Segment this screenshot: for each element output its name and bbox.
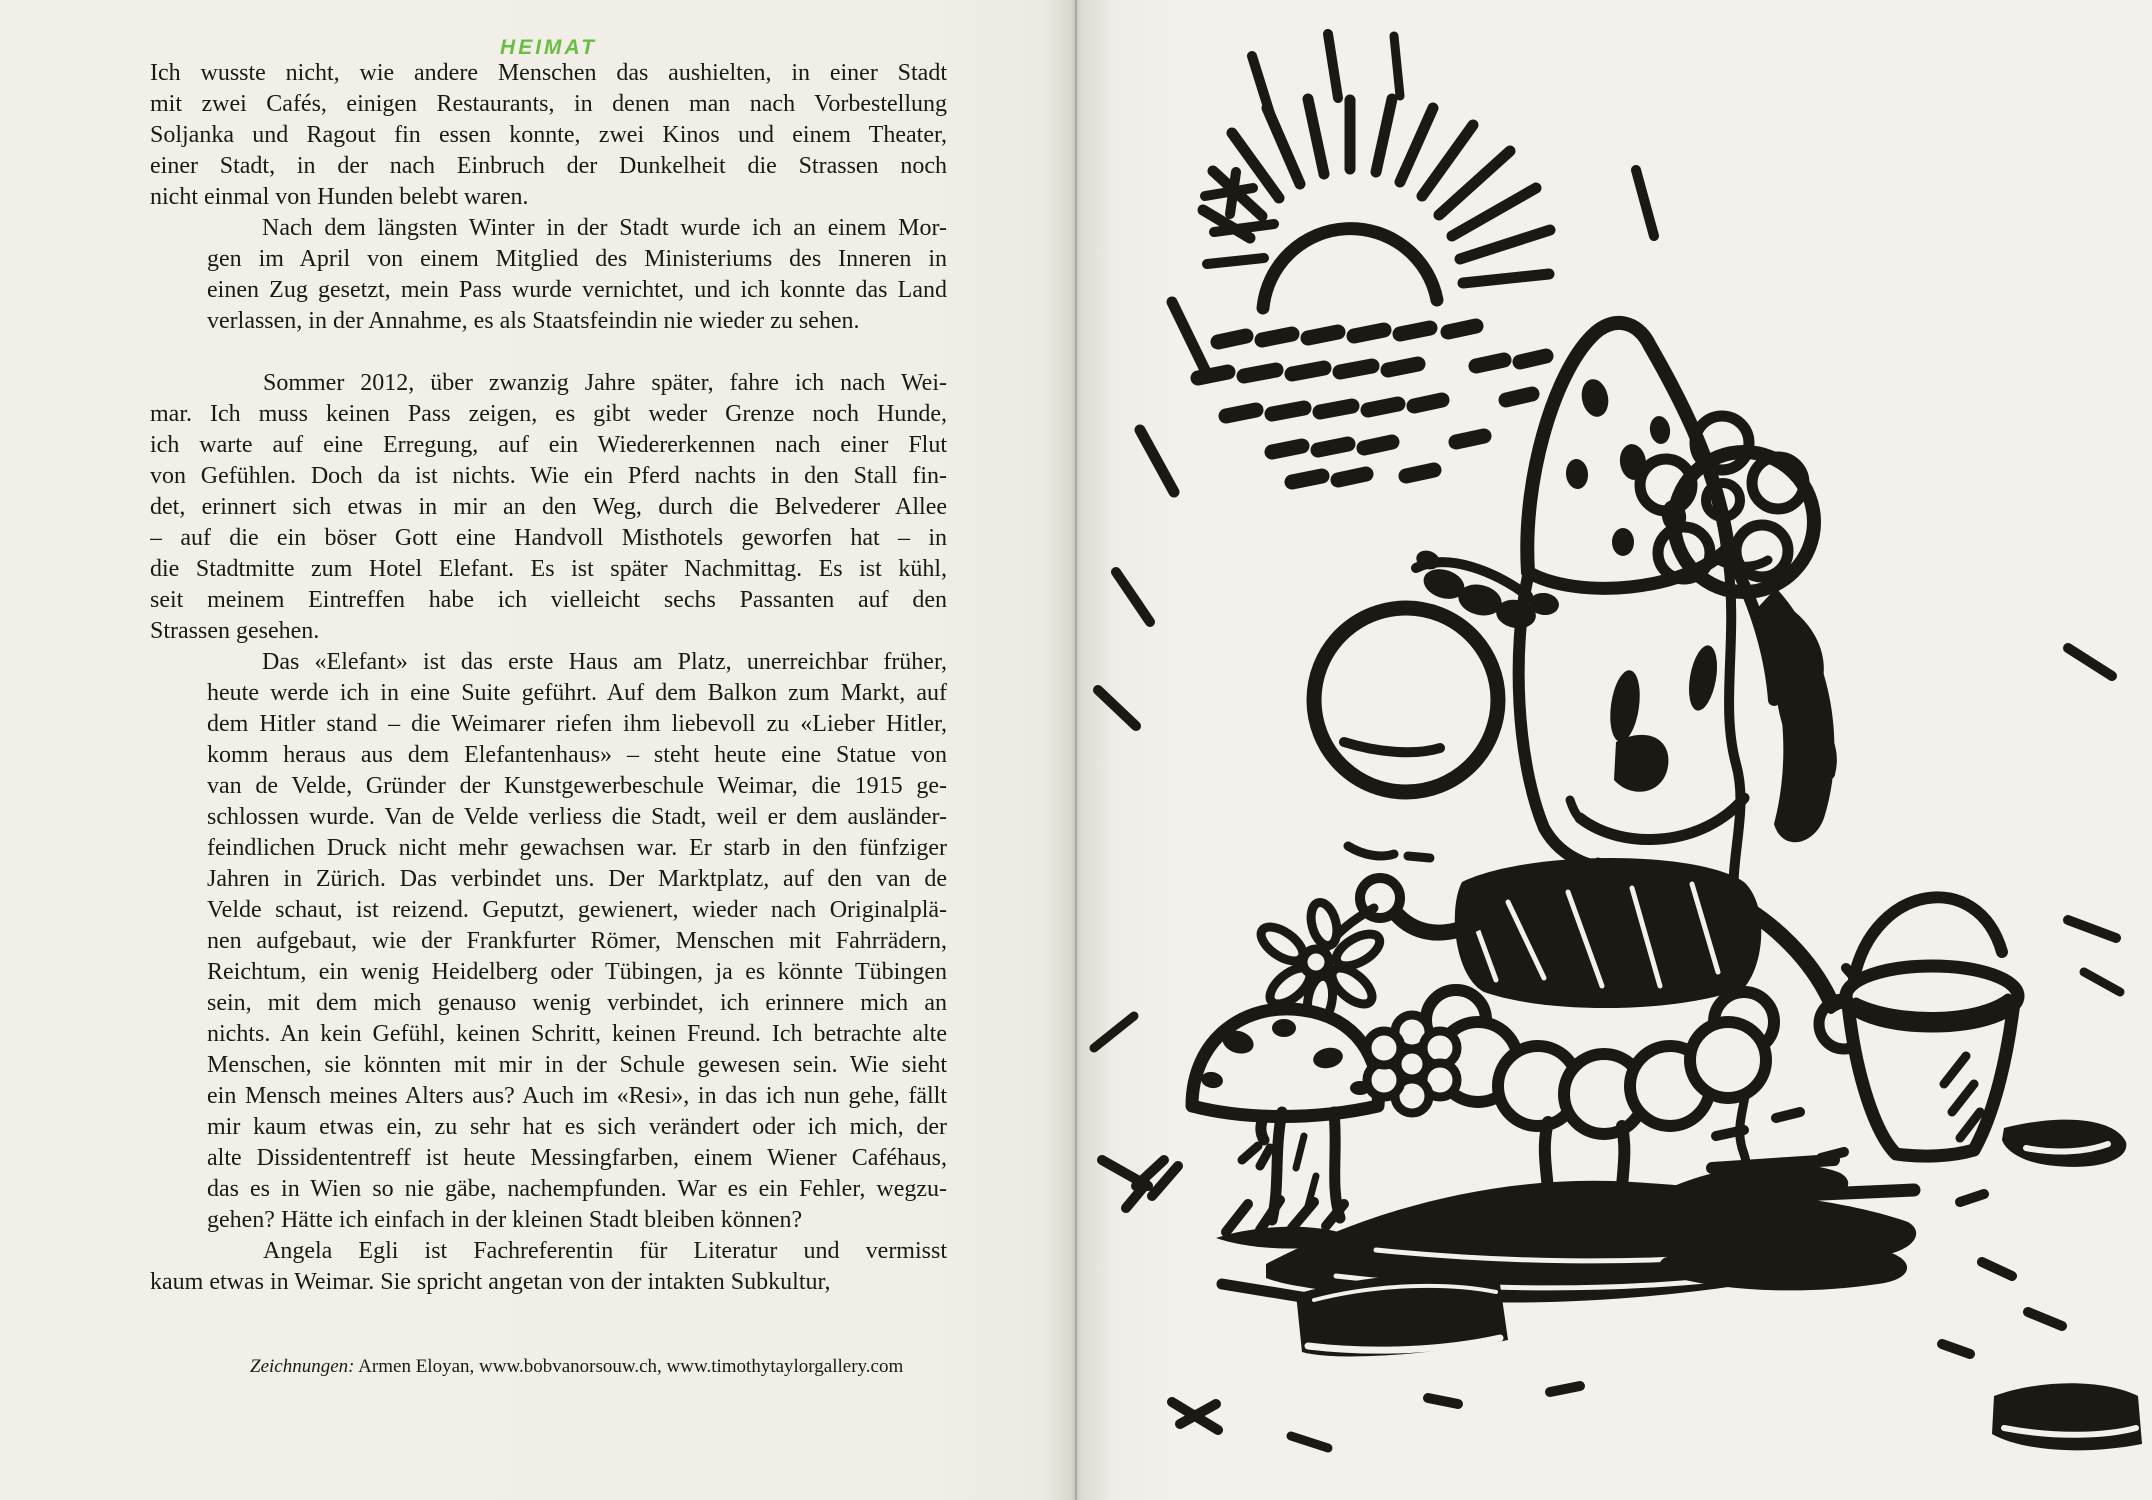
bucket-icon [1846, 897, 2126, 1167]
page-rubric: HEIMAT [500, 36, 597, 59]
text-line: verlassen, in der Annahme, es als Staatsfeindin nie wieder zu sehen. [207, 308, 860, 334]
text-line: einen Zug gesetzt, mein Pass wurde vernichtet, und ich konnte das Land [207, 277, 947, 303]
mushroom-icon [1192, 1009, 1378, 1220]
paragraph [207, 647, 947, 1236]
text-line: die Stadtmitte zum Hotel Elefant. Es ist später Nachmittag. Es ist kühl, [150, 556, 947, 582]
text-line: mar. Ich muss keinen Pass zeigen, es gibt weder Grenze noch Hunde, [150, 401, 947, 427]
text-line: feindlichen Druck nicht mehr gewachsen war. Er starb in den fünfziger [207, 835, 947, 861]
text-line: von Gefühlen. Doch da ist nichts. Wie ein Pferd nachts in den Stall fin- [150, 463, 947, 489]
paragraph [150, 1236, 947, 1298]
text-line: Menschen, sie könnten mit mir in der Schule gewesen sein. Wie sieht [207, 1052, 947, 1078]
text-line: das es in Wien so nie gäbe, nachempfunden. War es ein Fehler, wegzu- [207, 1176, 947, 1202]
text-line: Sommer 2012, über zwanzig Jahre später, fahre ich nach Wei- [263, 370, 947, 396]
grass-icon [1126, 1160, 1356, 1249]
paragraph [150, 58, 947, 213]
text-line: nichts. An kein Gefühl, keinen Schritt, keinen Freund. Ich betrachte alte [207, 1021, 947, 1047]
text-line: mit zwei Cafés, einigen Restaurants, in denen man nach Vorbestellung [150, 91, 947, 117]
text-line: det, erinnert sich etwas in mir an den Weg, durch die Belvederer Allee [150, 494, 947, 520]
text-line: gehen? Hätte ich einfach in der kleinen Stadt bleiben können? [207, 1207, 803, 1233]
text-line: Soljanka und Ragout fin essen konnte, zwei Kinos und einem Theater, [150, 122, 947, 148]
page-fold-line [1075, 0, 1077, 1500]
paragraph [150, 368, 947, 647]
illustration-svg [1076, 0, 2152, 1500]
text-line: sein, mit dem mich genauso wenig verbindet, ich erinnere mich an [207, 990, 947, 1016]
mouse-skirt [1426, 990, 1774, 1134]
cloud-scribble [1198, 326, 1546, 482]
text-line: kaum etwas in Weimar. Sie spricht angetan von der intakten Subkultur, [150, 1269, 831, 1295]
text-line: ein Mensch meines Alters aus? Auch im «Resi», in das ich nun gehe, fällt [207, 1083, 947, 1109]
paragraph [207, 213, 947, 337]
text-line: van de Velde, Gründer der Kunstgewerbeschule Weimar, die 1915 ge- [207, 773, 947, 799]
text-line: nicht einmal von Hunden belebt waren. [150, 184, 529, 210]
credit-label: Zeichnungen: [250, 1356, 355, 1377]
text-line: ich warte auf eine Erregung, auf ein Wiedererkennen nach einer Flut [150, 432, 947, 458]
text-line: – auf die ein böser Gott eine Handvoll Misthotels geworfen hat – in [150, 525, 947, 551]
credit-text: Armen Eloyan, www.bobvanorsouw.ch, www.timothytaylorgallery.com [354, 1356, 904, 1377]
text-line: Reichtum, ein wenig Heidelberg oder Tübingen, ja es könnte Tübingen [207, 959, 947, 985]
text-line: mir kaum etwas ein, zu sehr hat es sich verändert oder ich mich, der [207, 1114, 947, 1140]
text-line: komm heraus aus dem Elefantenhaus» – steht heute eine Statue von [207, 742, 947, 768]
sun-icon [1203, 99, 1550, 308]
book-icon [1296, 1274, 1508, 1356]
mouse-ears [1314, 452, 1834, 858]
text-line: seit meinem Eintreffen habe ich vielleicht sechs Passanten auf den [150, 587, 947, 613]
credit-line [150, 1356, 947, 1378]
text-line: dem Hitler stand – die Weimarer riefen ihm liebevoll zu «Lieber Hitler, [207, 711, 947, 737]
text-line: Nach dem längsten Winter in der Stadt wurde ich an einem Mor- [262, 215, 947, 241]
text-line: Das «Elefant» ist das erste Haus am Platz, unerreichbar früher, [262, 649, 947, 675]
text-line: alte Dissidententreff ist heute Messingfarben, einem Wiener Caféhaus, [207, 1145, 947, 1171]
text-line: Velde schaut, ist reizend. Geputzt, gewienert, wieder nach Originalplä- [207, 897, 947, 923]
text-line: Angela Egli ist Fachreferentin für Literatur und vermisst [263, 1238, 947, 1264]
text-line: heute werde ich in eine Suite geführt. Auf dem Balkon zum Markt, auf [207, 680, 947, 706]
text-line: schlossen wurde. Van de Velde verliess die Stadt, weil er dem ausländer- [207, 804, 947, 830]
text-line: Strassen gesehen. [150, 618, 320, 644]
text-line: einer Stadt, in der nach Einbruch der Dunkelheit die Strassen noch [150, 153, 947, 179]
text-line: Jahren in Zürich. Das verbindet uns. Der Marktplatz, auf den van de [207, 866, 947, 892]
small-flower-icon [1367, 1015, 1457, 1113]
text-column [150, 58, 947, 1298]
text-line: Ich wusste nicht, wie andere Menschen das aushielten, in einer Stadt [150, 60, 947, 86]
right-page [1076, 0, 2152, 1500]
text-line: nen aufgebaut, wie der Frankfurter Römer, Menschen mit Fahrrädern, [207, 928, 947, 954]
mouse-bodice [1455, 858, 1761, 1008]
text-line: gen im April von einem Mitglied des Ministeriums des Inneren in [207, 246, 947, 272]
